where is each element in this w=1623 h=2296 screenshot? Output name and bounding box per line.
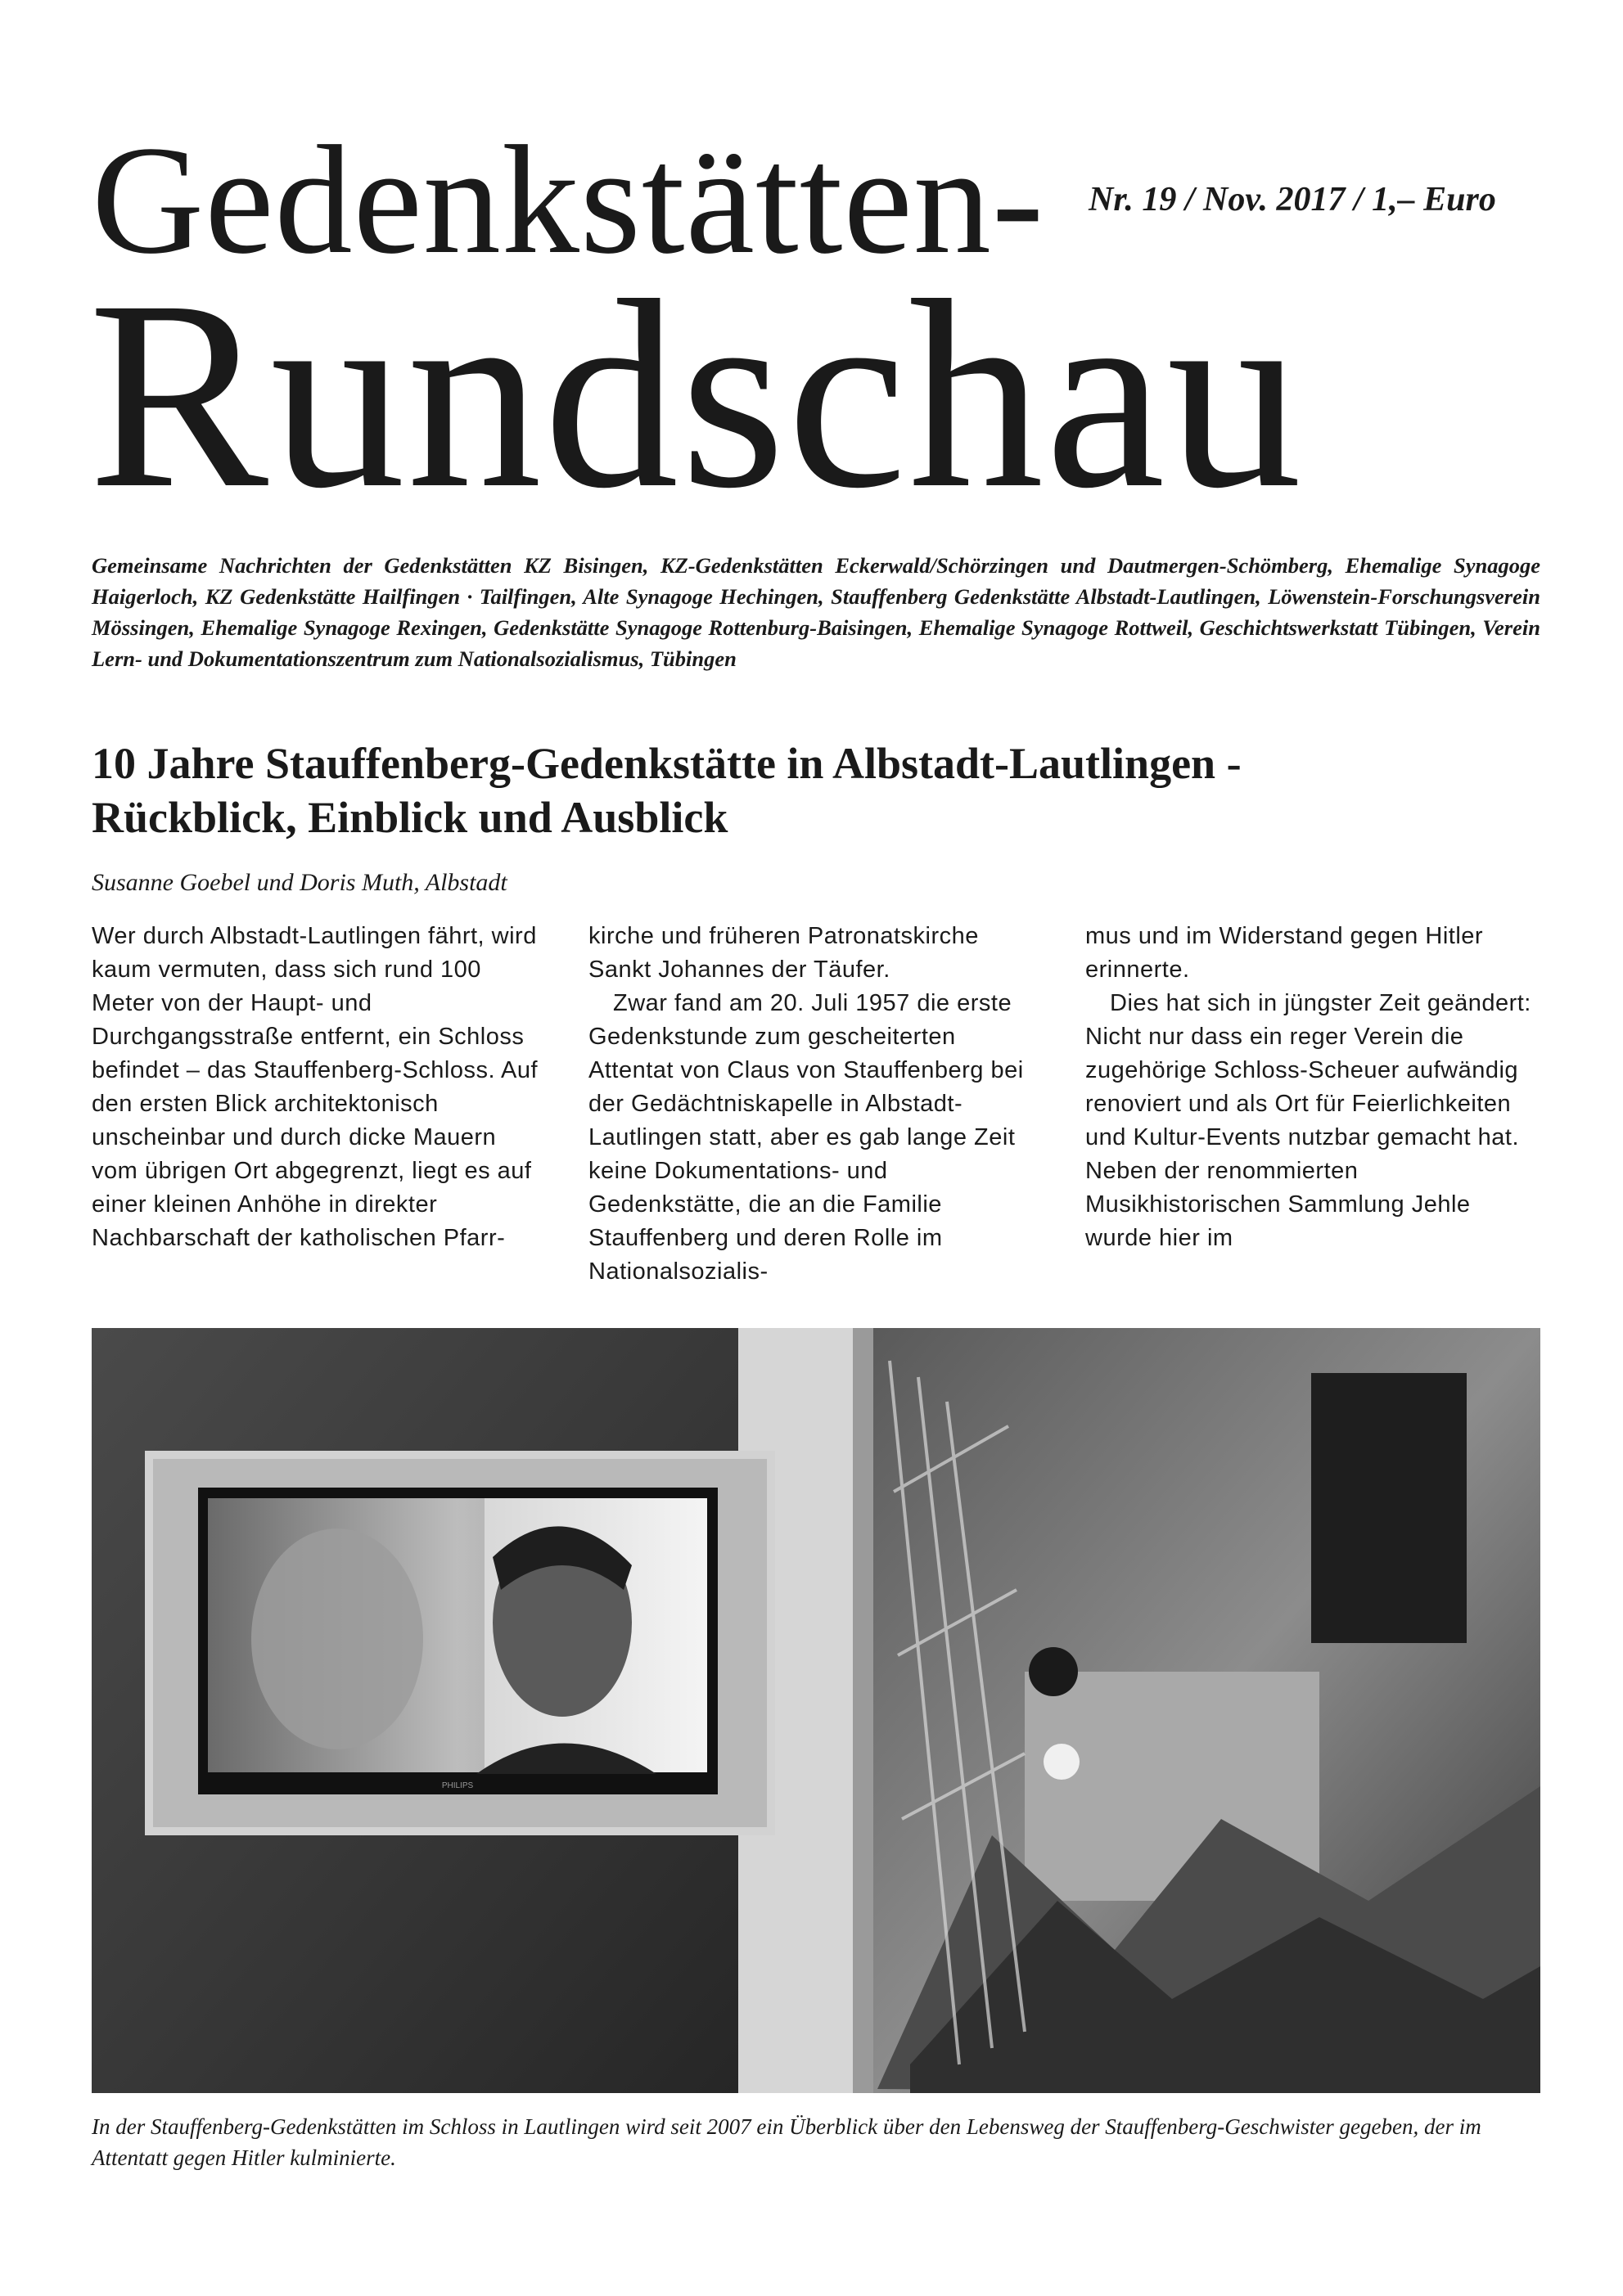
paragraph: Zwar fand am 20. Juli 1957 die erste Gedenkstunde zum gescheiterten Attentat von Claus von Stauffenberg bei der Gedächtniskapelle in Albstadt-Lautlingen statt, aber es gab lange Zeit keine Dokumentations- und Gedenkstätte, die an die Familie Stauffenberg und deren Rolle im Nationalsozialis- (588, 990, 1024, 1285)
publishers-list: Gemeinsame Nachrichten der Gedenkstätten KZ Bisingen, KZ-Gedenkstätten Eckerwald/Schörzingen und Dautmergen-Schömberg, Ehemalige Synagoge Haigerloch, KZ Gedenkstätte Hailfingen · Tailfingen, Alte Synagoge Hechingen, Stauffenberg Gedenkstätte Albstadt-Lautlingen, Löwenstein-Forschungsverein Mössingen, Ehemalige Synagoge Rexingen, Gedenkstätte Synagoge Rottenburg-Baisingen, Ehemalige Synagoge Rottweil, Geschichtswerkstatt Tübingen, Verein Lern- und Dokumentationszentrum zum Nationalsozialismus, Tübingen (92, 553, 1540, 671)
article-photo (92, 1328, 1540, 2093)
paragraph: mus und im Widerstand gegen Hitler erinnerte. (1085, 923, 1484, 983)
article-body (92, 920, 1540, 1288)
headline-line2: Rückblick, Einblick und Ausblick (92, 793, 728, 842)
photo-illustration (92, 1328, 1540, 2093)
headline-line1: 10 Jahre Stauffenberg-Gedenkstätte in Albstadt-Lautlingen - (92, 739, 1242, 788)
paragraph: kirche und früheren Patronatskirche Sankt Johannes der Täufer. (588, 923, 979, 983)
masthead-title-line2: Rundschau (88, 245, 1304, 544)
masthead-title-line1: Gedenkstätten- (92, 115, 1045, 286)
photo-caption: In der Stauffenberg-Gedenkstätten im Schloss in Lautlingen wird seit 2007 ein Überblick über den Lebensweg der Stauffenberg-Geschwister gegeben, der im Attentatt gegen Hitler kulminierte. (92, 2114, 1481, 2170)
article-column-3 (1085, 920, 1540, 1288)
article-column-1 (92, 920, 547, 1288)
issue-info: Nr. 19 / Nov. 2017 / 1,– Euro (1089, 181, 1496, 218)
monitor-brand-label: PHILIPS (441, 1781, 474, 1790)
article-authors: Susanne Goebel und Doris Muth, Albstadt (92, 869, 507, 896)
article-headline (92, 736, 1540, 844)
article-column-2 (588, 920, 1044, 1288)
paragraph: Dies hat sich in jüngster Zeit geändert: Nicht nur dass ein reger Verein die zugehörige Schloss-Scheuer aufwändig renoviert und als Ort für Feierlichkeiten und Kultur-Events nutzbar gemacht hat. Neben der renommierten Musikhistorischen Sammlung Jehle wurde hier im (1085, 990, 1531, 1251)
paragraph: Wer durch Albstadt-Lautlingen fährt, wird kaum vermuten, dass sich rund 100 Meter von der Haupt- und Durchgangsstraße entfernt, ein Schloss befindet – das Stauffenberg-Schloss. Auf den ersten Blick architektonisch unscheinbar und durch dicke Mauern vom übrigen Ort abgegrenzt, liegt es auf einer kleinen Anhöhe in direkter Nachbarschaft der katholischen Pfarr- (92, 923, 539, 1251)
